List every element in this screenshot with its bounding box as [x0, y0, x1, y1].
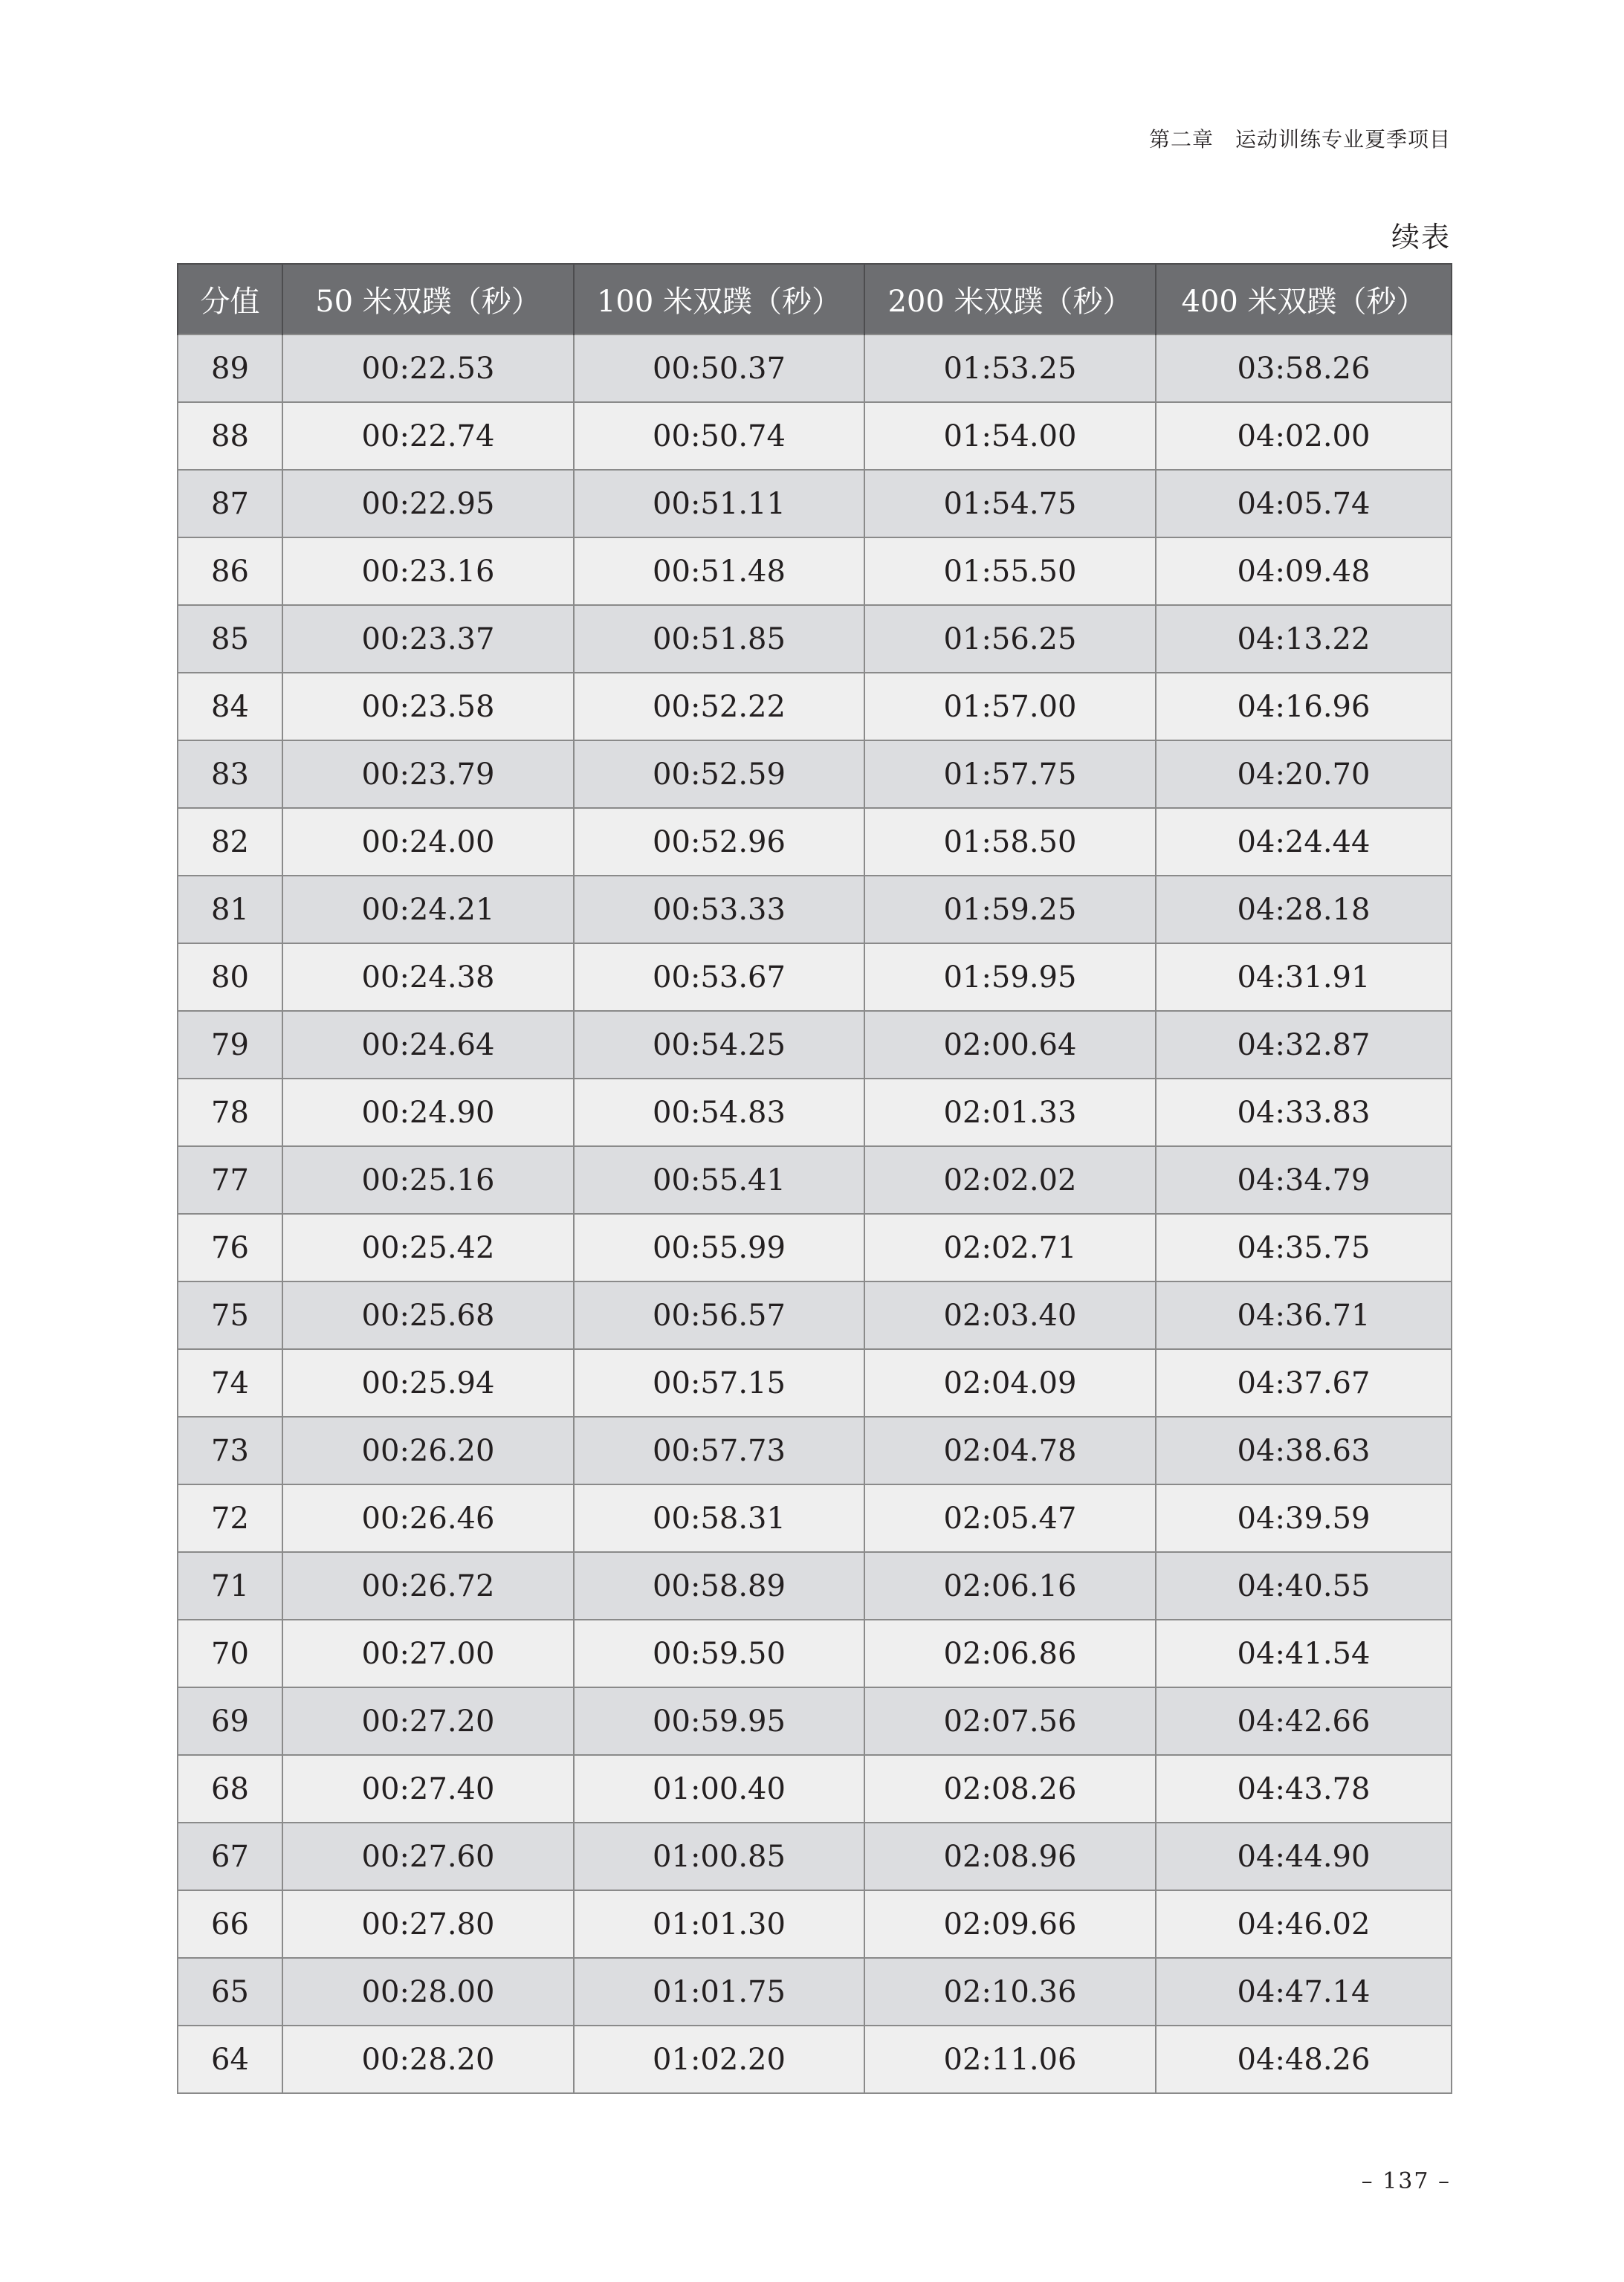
time-cell: 04:41.54 [1156, 1620, 1452, 1687]
score-cell: 74 [178, 1349, 282, 1417]
time-cell: 00:52.96 [574, 808, 864, 876]
score-cell: 77 [178, 1146, 282, 1214]
time-cell: 02:05.47 [864, 1484, 1156, 1552]
time-cell: 00:58.89 [574, 1552, 864, 1620]
table-row [178, 537, 1452, 605]
time-cell: 00:51.85 [574, 605, 864, 673]
time-cell: 02:02.02 [864, 1146, 1156, 1214]
score-cell: 70 [178, 1620, 282, 1687]
table-row [178, 1687, 1452, 1755]
time-cell: 00:27.00 [282, 1620, 574, 1687]
column-header: 分值 [178, 264, 282, 334]
time-cell: 00:54.25 [574, 1011, 864, 1079]
table-row [178, 876, 1452, 943]
time-cell: 01:00.85 [574, 1823, 864, 1890]
time-cell: 00:23.16 [282, 537, 574, 605]
score-cell: 76 [178, 1214, 282, 1281]
table-row [178, 808, 1452, 876]
score-cell: 64 [178, 2026, 282, 2093]
time-cell: 01:59.95 [864, 943, 1156, 1011]
table-row [178, 1214, 1452, 1281]
time-cell: 04:34.79 [1156, 1146, 1452, 1214]
time-cell: 04:43.78 [1156, 1755, 1452, 1823]
time-cell: 01:54.75 [864, 470, 1156, 537]
time-cell: 04:28.18 [1156, 876, 1452, 943]
table-row [178, 1349, 1452, 1417]
table-row [178, 1755, 1452, 1823]
time-cell: 02:07.56 [864, 1687, 1156, 1755]
time-cell: 00:24.00 [282, 808, 574, 876]
column-header: 100 米双蹼（秒） [574, 264, 864, 334]
time-cell: 04:47.14 [1156, 1958, 1452, 2026]
time-cell: 00:28.00 [282, 1958, 574, 2026]
column-header: 200 米双蹼（秒） [864, 264, 1156, 334]
time-cell: 04:42.66 [1156, 1687, 1452, 1755]
time-cell: 00:58.31 [574, 1484, 864, 1552]
table-row [178, 1823, 1452, 1890]
time-cell: 02:08.26 [864, 1755, 1156, 1823]
score-cell: 69 [178, 1687, 282, 1755]
table-row [178, 1958, 1452, 2026]
score-cell: 65 [178, 1958, 282, 2026]
table-row [178, 402, 1452, 470]
score-cell: 67 [178, 1823, 282, 1890]
time-cell: 00:22.95 [282, 470, 574, 537]
table-body [178, 334, 1452, 2093]
score-cell: 89 [178, 334, 282, 402]
table-row [178, 470, 1452, 537]
time-cell: 00:51.11 [574, 470, 864, 537]
time-cell: 04:09.48 [1156, 537, 1452, 605]
time-cell: 04:40.55 [1156, 1552, 1452, 1620]
time-cell: 00:51.48 [574, 537, 864, 605]
score-table [177, 263, 1452, 2094]
time-cell: 00:22.74 [282, 402, 574, 470]
time-cell: 00:53.67 [574, 943, 864, 1011]
table-row [178, 1484, 1452, 1552]
time-cell: 04:38.63 [1156, 1417, 1452, 1484]
score-cell: 78 [178, 1079, 282, 1146]
time-cell: 04:20.70 [1156, 740, 1452, 808]
time-cell: 00:23.37 [282, 605, 574, 673]
score-cell: 71 [178, 1552, 282, 1620]
score-cell: 82 [178, 808, 282, 876]
time-cell: 01:00.40 [574, 1755, 864, 1823]
time-cell: 00:25.68 [282, 1281, 574, 1349]
score-cell: 68 [178, 1755, 282, 1823]
time-cell: 00:27.20 [282, 1687, 574, 1755]
time-cell: 00:25.16 [282, 1146, 574, 1214]
column-header: 50 米双蹼（秒） [282, 264, 574, 334]
time-cell: 02:06.86 [864, 1620, 1156, 1687]
table-row [178, 1890, 1452, 1958]
time-cell: 00:27.80 [282, 1890, 574, 1958]
time-cell: 02:10.36 [864, 1958, 1156, 2026]
time-cell: 00:59.50 [574, 1620, 864, 1687]
time-cell: 00:52.22 [574, 673, 864, 740]
score-cell: 73 [178, 1417, 282, 1484]
table-row [178, 605, 1452, 673]
time-cell: 04:32.87 [1156, 1011, 1452, 1079]
time-cell: 00:23.58 [282, 673, 574, 740]
time-cell: 04:36.71 [1156, 1281, 1452, 1349]
time-cell: 01:57.00 [864, 673, 1156, 740]
time-cell: 01:01.75 [574, 1958, 864, 2026]
time-cell: 00:24.38 [282, 943, 574, 1011]
time-cell: 01:59.25 [864, 876, 1156, 943]
time-cell: 04:39.59 [1156, 1484, 1452, 1552]
score-cell: 85 [178, 605, 282, 673]
time-cell: 01:55.50 [864, 537, 1156, 605]
score-cell: 80 [178, 943, 282, 1011]
time-cell: 00:24.90 [282, 1079, 574, 1146]
time-cell: 00:25.94 [282, 1349, 574, 1417]
time-cell: 04:13.22 [1156, 605, 1452, 673]
time-cell: 02:04.09 [864, 1349, 1156, 1417]
time-cell: 02:11.06 [864, 2026, 1156, 2093]
time-cell: 00:25.42 [282, 1214, 574, 1281]
time-cell: 04:33.83 [1156, 1079, 1452, 1146]
time-cell: 00:26.72 [282, 1552, 574, 1620]
table-row [178, 1011, 1452, 1079]
time-cell: 00:22.53 [282, 334, 574, 402]
time-cell: 01:53.25 [864, 334, 1156, 402]
table-row [178, 673, 1452, 740]
time-cell: 00:57.73 [574, 1417, 864, 1484]
time-cell: 02:02.71 [864, 1214, 1156, 1281]
page-number: – 137 – [1361, 2168, 1451, 2194]
table-row [178, 943, 1452, 1011]
time-cell: 00:24.64 [282, 1011, 574, 1079]
time-cell: 00:50.74 [574, 402, 864, 470]
table-row [178, 1552, 1452, 1620]
time-cell: 00:55.99 [574, 1214, 864, 1281]
score-cell: 83 [178, 740, 282, 808]
table-header-row [178, 264, 1452, 334]
time-cell: 04:37.67 [1156, 1349, 1452, 1417]
time-cell: 00:27.40 [282, 1755, 574, 1823]
score-cell: 72 [178, 1484, 282, 1552]
score-cell: 66 [178, 1890, 282, 1958]
time-cell: 01:56.25 [864, 605, 1156, 673]
score-cell: 86 [178, 537, 282, 605]
time-cell: 04:44.90 [1156, 1823, 1452, 1890]
time-cell: 00:27.60 [282, 1823, 574, 1890]
table-row [178, 740, 1452, 808]
time-cell: 00:59.95 [574, 1687, 864, 1755]
time-cell: 04:05.74 [1156, 470, 1452, 537]
time-cell: 04:24.44 [1156, 808, 1452, 876]
time-cell: 04:16.96 [1156, 673, 1452, 740]
time-cell: 04:35.75 [1156, 1214, 1452, 1281]
time-cell: 04:46.02 [1156, 1890, 1452, 1958]
table-row [178, 1620, 1452, 1687]
time-cell: 00:55.41 [574, 1146, 864, 1214]
time-cell: 01:54.00 [864, 402, 1156, 470]
score-cell: 75 [178, 1281, 282, 1349]
time-cell: 01:58.50 [864, 808, 1156, 876]
time-cell: 02:09.66 [864, 1890, 1156, 1958]
table-row [178, 1146, 1452, 1214]
time-cell: 00:54.83 [574, 1079, 864, 1146]
score-cell: 88 [178, 402, 282, 470]
score-cell: 84 [178, 673, 282, 740]
score-cell: 87 [178, 470, 282, 537]
time-cell: 03:58.26 [1156, 334, 1452, 402]
time-cell: 02:06.16 [864, 1552, 1156, 1620]
time-cell: 04:31.91 [1156, 943, 1452, 1011]
time-cell: 00:56.57 [574, 1281, 864, 1349]
time-cell: 00:57.15 [574, 1349, 864, 1417]
time-cell: 02:01.33 [864, 1079, 1156, 1146]
time-cell: 01:02.20 [574, 2026, 864, 2093]
time-cell: 01:57.75 [864, 740, 1156, 808]
time-cell: 00:26.46 [282, 1484, 574, 1552]
time-cell: 02:08.96 [864, 1823, 1156, 1890]
table-row [178, 1281, 1452, 1349]
time-cell: 00:50.37 [574, 334, 864, 402]
time-cell: 01:01.30 [574, 1890, 864, 1958]
time-cell: 00:53.33 [574, 876, 864, 943]
table-row [178, 1417, 1452, 1484]
table-row [178, 2026, 1452, 2093]
table-row [178, 1079, 1452, 1146]
time-cell: 04:02.00 [1156, 402, 1452, 470]
time-cell: 02:00.64 [864, 1011, 1156, 1079]
running-header: 第二章 运动训练专业夏季项目 [1148, 127, 1451, 152]
continued-label: 续表 [1391, 221, 1451, 253]
score-cell: 81 [178, 876, 282, 943]
score-cell: 79 [178, 1011, 282, 1079]
time-cell: 04:48.26 [1156, 2026, 1452, 2093]
time-cell: 00:52.59 [574, 740, 864, 808]
time-cell: 00:26.20 [282, 1417, 574, 1484]
column-header: 400 米双蹼（秒） [1156, 264, 1452, 334]
table-row [178, 334, 1452, 402]
time-cell: 00:28.20 [282, 2026, 574, 2093]
time-cell: 00:24.21 [282, 876, 574, 943]
time-cell: 02:04.78 [864, 1417, 1156, 1484]
time-cell: 02:03.40 [864, 1281, 1156, 1349]
time-cell: 00:23.79 [282, 740, 574, 808]
